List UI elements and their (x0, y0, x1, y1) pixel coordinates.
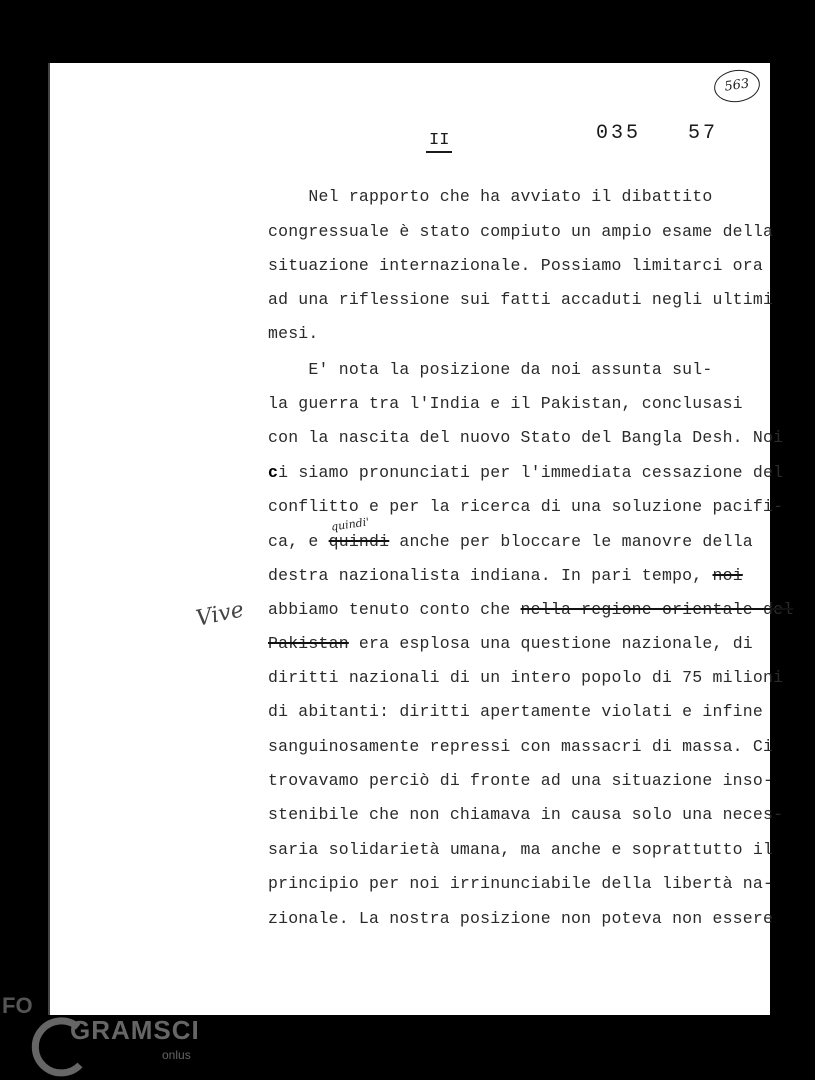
struck-text: nella regione orientale del (520, 600, 794, 619)
text-line: stenibile che non chiamava in causa solo una neces- (268, 805, 784, 824)
text-line: conflitto e per la ricerca di una soluzione pacifi- (268, 497, 784, 516)
text-line: zionale. La nostra posizione non poteva non essere (268, 909, 774, 928)
text-segment: ca, e (268, 532, 329, 551)
text-line (268, 600, 793, 620)
struck-text: Pakistan (268, 634, 349, 653)
text-line: saria solidarietà umana, ma anche e soprattutto il (268, 840, 774, 859)
text-line: congressuale è stato compiuto un ampio esame della (268, 222, 774, 241)
archive-stamp: 563 (712, 67, 762, 105)
struck-text: quindi (328, 532, 390, 551)
text-segment: destra nazionalista indiana. In pari tempo, (268, 566, 713, 585)
text-segment: c (268, 463, 279, 482)
text-line: di abitanti: diritti apertamente violati e infine (268, 702, 763, 721)
text-line: con la nascita del nuovo Stato del Bangla Desh. Noi (268, 428, 784, 447)
page-number-right: 57 (688, 122, 719, 145)
text-line: situazione internazionale. Possiamo limitarci ora (268, 256, 763, 275)
text-line: Nel rapporto che ha avviato il dibattito (268, 187, 713, 206)
struck-text: noi (712, 566, 743, 585)
chapter-heading: II (426, 132, 452, 153)
logo-subtitle: onlus (162, 1048, 191, 1062)
text-line: principio per noi irrinunciabile della libertà na- (268, 874, 774, 893)
text-line (268, 566, 743, 586)
logo-prefix: FO (2, 993, 33, 1018)
text-segment: era esplosa una questione nazionale, di (348, 634, 753, 653)
text-line: la guerra tra l'India e il Pakistan, conclusasi (268, 394, 743, 413)
text-line (268, 634, 753, 654)
text-segment: anche per bloccare le manovre della (389, 532, 753, 551)
text-line: diritti nazionali di un intero popolo di 75 milioni (268, 668, 784, 687)
text-line: mesi. (268, 324, 319, 343)
handwritten-insertion: quindi' (330, 515, 371, 534)
handwritten-margin-note: Vive (193, 597, 247, 632)
text-line (268, 532, 753, 552)
text-segment: abbiamo tenuto conto che (268, 600, 521, 619)
text-line: ad una riflessione sui fatti accaduti negli ultimi (268, 290, 774, 309)
text-line: E' nota la posizione da noi assunta sul- (268, 360, 713, 379)
text-line: sanguinosamente repressi con massacri di massa. Ci (268, 737, 774, 756)
logo-name: GRAMSCI (70, 1015, 200, 1045)
page-number-left: 035 (596, 122, 642, 145)
text-segment: i siamo pronunciati per l'immediata cessazione del (278, 463, 784, 482)
text-line (268, 463, 783, 483)
text-line: trovavamo perciò di fronte ad una situazione inso- (268, 771, 774, 790)
